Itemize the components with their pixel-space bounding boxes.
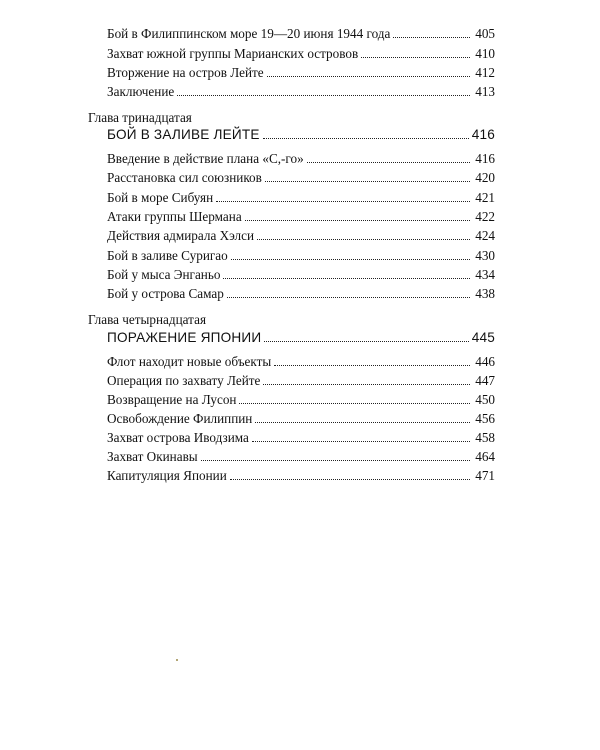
dot-leader: [245, 220, 470, 221]
toc-entry-title: Бой в Филиппинском море 19—20 июня 1944 года: [107, 26, 391, 41]
dot-leader: [257, 239, 470, 240]
dot-leader: [201, 460, 470, 461]
chapter-heading-title: БОЙ В ЗАЛИВЕ ЛЕЙТЕ: [107, 127, 260, 142]
toc-entry: [107, 65, 495, 81]
toc-entry-title: Бой у мыса Энганьо: [107, 267, 221, 282]
dot-leader: [252, 441, 470, 442]
toc-entry-title: Захват Окинавы: [107, 449, 198, 464]
toc-entry: [107, 228, 495, 244]
toc-entry-page: 438: [475, 286, 495, 301]
toc-entry-page: 464: [475, 449, 495, 464]
toc-entry-page: 430: [475, 248, 495, 263]
toc-entry-page: 420: [475, 170, 495, 185]
toc-entry-page: 421: [475, 190, 495, 205]
toc-entry: [107, 411, 495, 427]
chapter-label: Глава тринадцатая: [88, 110, 192, 125]
chapter-heading: [107, 127, 495, 143]
toc-entry: [107, 248, 495, 264]
chapter-heading: [107, 330, 495, 346]
toc-entry: [107, 286, 495, 302]
toc-entry: [107, 209, 495, 225]
dot-leader: [255, 422, 470, 423]
chapter-heading-page: 445: [471, 330, 495, 345]
dot-leader: [216, 201, 470, 202]
dot-leader: [307, 162, 470, 163]
toc-entry: [107, 84, 495, 100]
toc-entry-page: 456: [475, 411, 495, 426]
dot-leader: [223, 278, 470, 279]
toc-entry-title: Атаки группы Шермана: [107, 209, 242, 224]
toc-entry-title: Бой в заливе Суригао: [107, 248, 228, 263]
toc-entry-title: Бой у острова Самар: [107, 286, 224, 301]
toc-entry: [107, 373, 495, 389]
toc-entry-title: Действия адмирала Хэлси: [107, 228, 255, 243]
toc-entry-title: Введение в действие плана «С,-го»: [107, 151, 304, 166]
toc-entry-title: Захват южной группы Марианских островов: [107, 46, 359, 61]
dot-leader: [227, 297, 470, 298]
toc-entry-page: 413: [475, 84, 495, 99]
dot-leader: [230, 479, 470, 480]
toc-entry-page: 422: [475, 209, 495, 224]
toc-entry-title: Флот находит новые объекты: [107, 354, 272, 369]
toc-entry-title: Освобождение Филиппин: [107, 411, 253, 426]
dot-leader: [263, 384, 470, 385]
toc-entry-page: 458: [475, 430, 495, 445]
toc-entry-page: 412: [475, 65, 495, 80]
toc-entry-title: Возвращение на Лусон: [107, 392, 237, 407]
toc-entry-title: Капитуляция Японии: [107, 468, 227, 483]
dot-leader: [393, 37, 470, 38]
chapter-heading-page: 416: [471, 127, 495, 142]
toc-entry: [107, 190, 495, 206]
chapter-label: Глава четырнадцатая: [88, 312, 207, 327]
toc-entry-page: 471: [475, 468, 495, 483]
toc-entry: [107, 151, 495, 167]
dot-leader: [361, 57, 470, 58]
toc-entry: [107, 26, 495, 42]
dot-leader: [263, 138, 469, 139]
dot-leader: [177, 95, 470, 96]
chapter-heading-title: ПОРАЖЕНИЕ ЯПОНИИ: [107, 330, 262, 345]
toc-entry: [107, 46, 495, 62]
toc-entry-title: Операция по захвату Лейте: [107, 373, 261, 388]
toc-entry-page: 424: [475, 228, 495, 243]
toc-entry-title: Вторжение на остров Лейте: [107, 65, 264, 80]
toc-entry-page: 447: [475, 373, 495, 388]
dot-leader: [264, 341, 468, 342]
toc-entry: [107, 468, 495, 484]
toc-entry: [107, 449, 495, 465]
toc-entry: [107, 267, 495, 283]
dot-leader: [267, 76, 470, 77]
dot-leader: [274, 365, 470, 366]
dot-leader: [231, 259, 470, 260]
toc-entry-page: 450: [475, 392, 495, 407]
dot-leader: [265, 181, 470, 182]
toc-entry: [107, 392, 495, 408]
paper-speck: [176, 659, 178, 661]
toc-entry-page: 416: [475, 151, 495, 166]
dot-leader: [239, 403, 470, 404]
toc-entry: [107, 354, 495, 370]
toc-entry: [107, 430, 495, 446]
toc-entry-page: 434: [475, 267, 495, 282]
toc-entry-page: 410: [475, 46, 495, 61]
toc-entry-title: Заключение: [107, 84, 175, 99]
toc-entry-title: Захват острова Иводзима: [107, 430, 249, 445]
toc-entry-page: 446: [475, 354, 495, 369]
toc-entry: [107, 170, 495, 186]
toc-entry-title: Бой в море Сибуян: [107, 190, 214, 205]
toc-entry-page: 405: [475, 26, 495, 41]
toc-entry-title: Расстановка сил союзников: [107, 170, 262, 185]
